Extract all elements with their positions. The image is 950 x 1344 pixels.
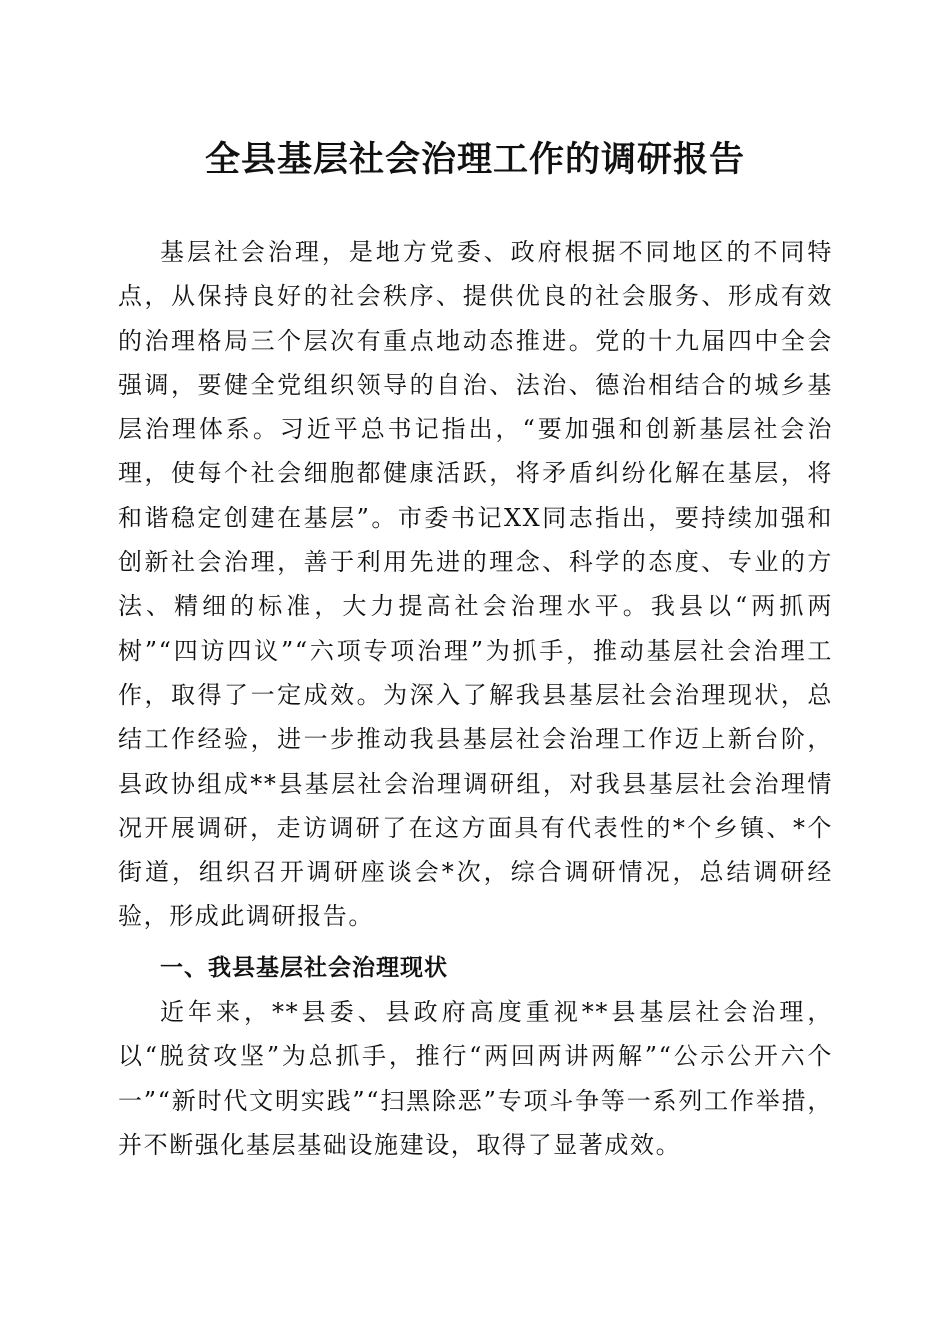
section-1-paragraph: 近年来，**县委、县政府高度重视**县基层社会治理，以“脱贫攻坚”为总抓手，推行“两回两讲两解”“公示公开六个一”“新时代文明实践”“扫黑除恶”专项斗争等一系列工作举措，并不断强化基层基础设施建设，取得了显著成效。: [118, 998, 833, 1159]
intro-paragraph: 基层社会治理，是地方党委、政府根据不同地区的不同特点，从保持良好的社会秩序、提供优良的社会服务、形成有效的治理格局三个层次有重点地动态推进。党的十九届四中全会强调，要健全党组织领导的自治、法治、德治相结合的城乡基层治理体系。习近平总书记指出，“要加强和创新基层社会治理，使每个社会细胞都健康活跃，将矛盾纠纷化解在基层，将和谐稳定创建在基层”。市委书记XX同志指出，要持续加强和创新社会治理，善于利用先进的理念、科学的态度、专业的方法、精细的标准，大力提高社会治理水平。我县以“两抓两树”“四访四议”“六项专项治理”为抓手，推动基层社会治理工作，取得了一定成效。为深入了解我县基层社会治理现状，总结工作经验，进一步推动我县基层社会治理工作迈上新台阶，县政协组成**县基层社会治理调研组，对我县基层社会治理情况开展调研，走访调研了在这方面具有代表性的*个乡镇、*个街道，组织召开调研座谈会*次，综合调研情况，总结调研经验，形成此调研报告。: [118, 238, 833, 931]
section-1-heading: 一、我县基层社会治理现状: [160, 955, 448, 981]
document-title: 全县基层社会治理工作的调研报告: [204, 139, 745, 180]
